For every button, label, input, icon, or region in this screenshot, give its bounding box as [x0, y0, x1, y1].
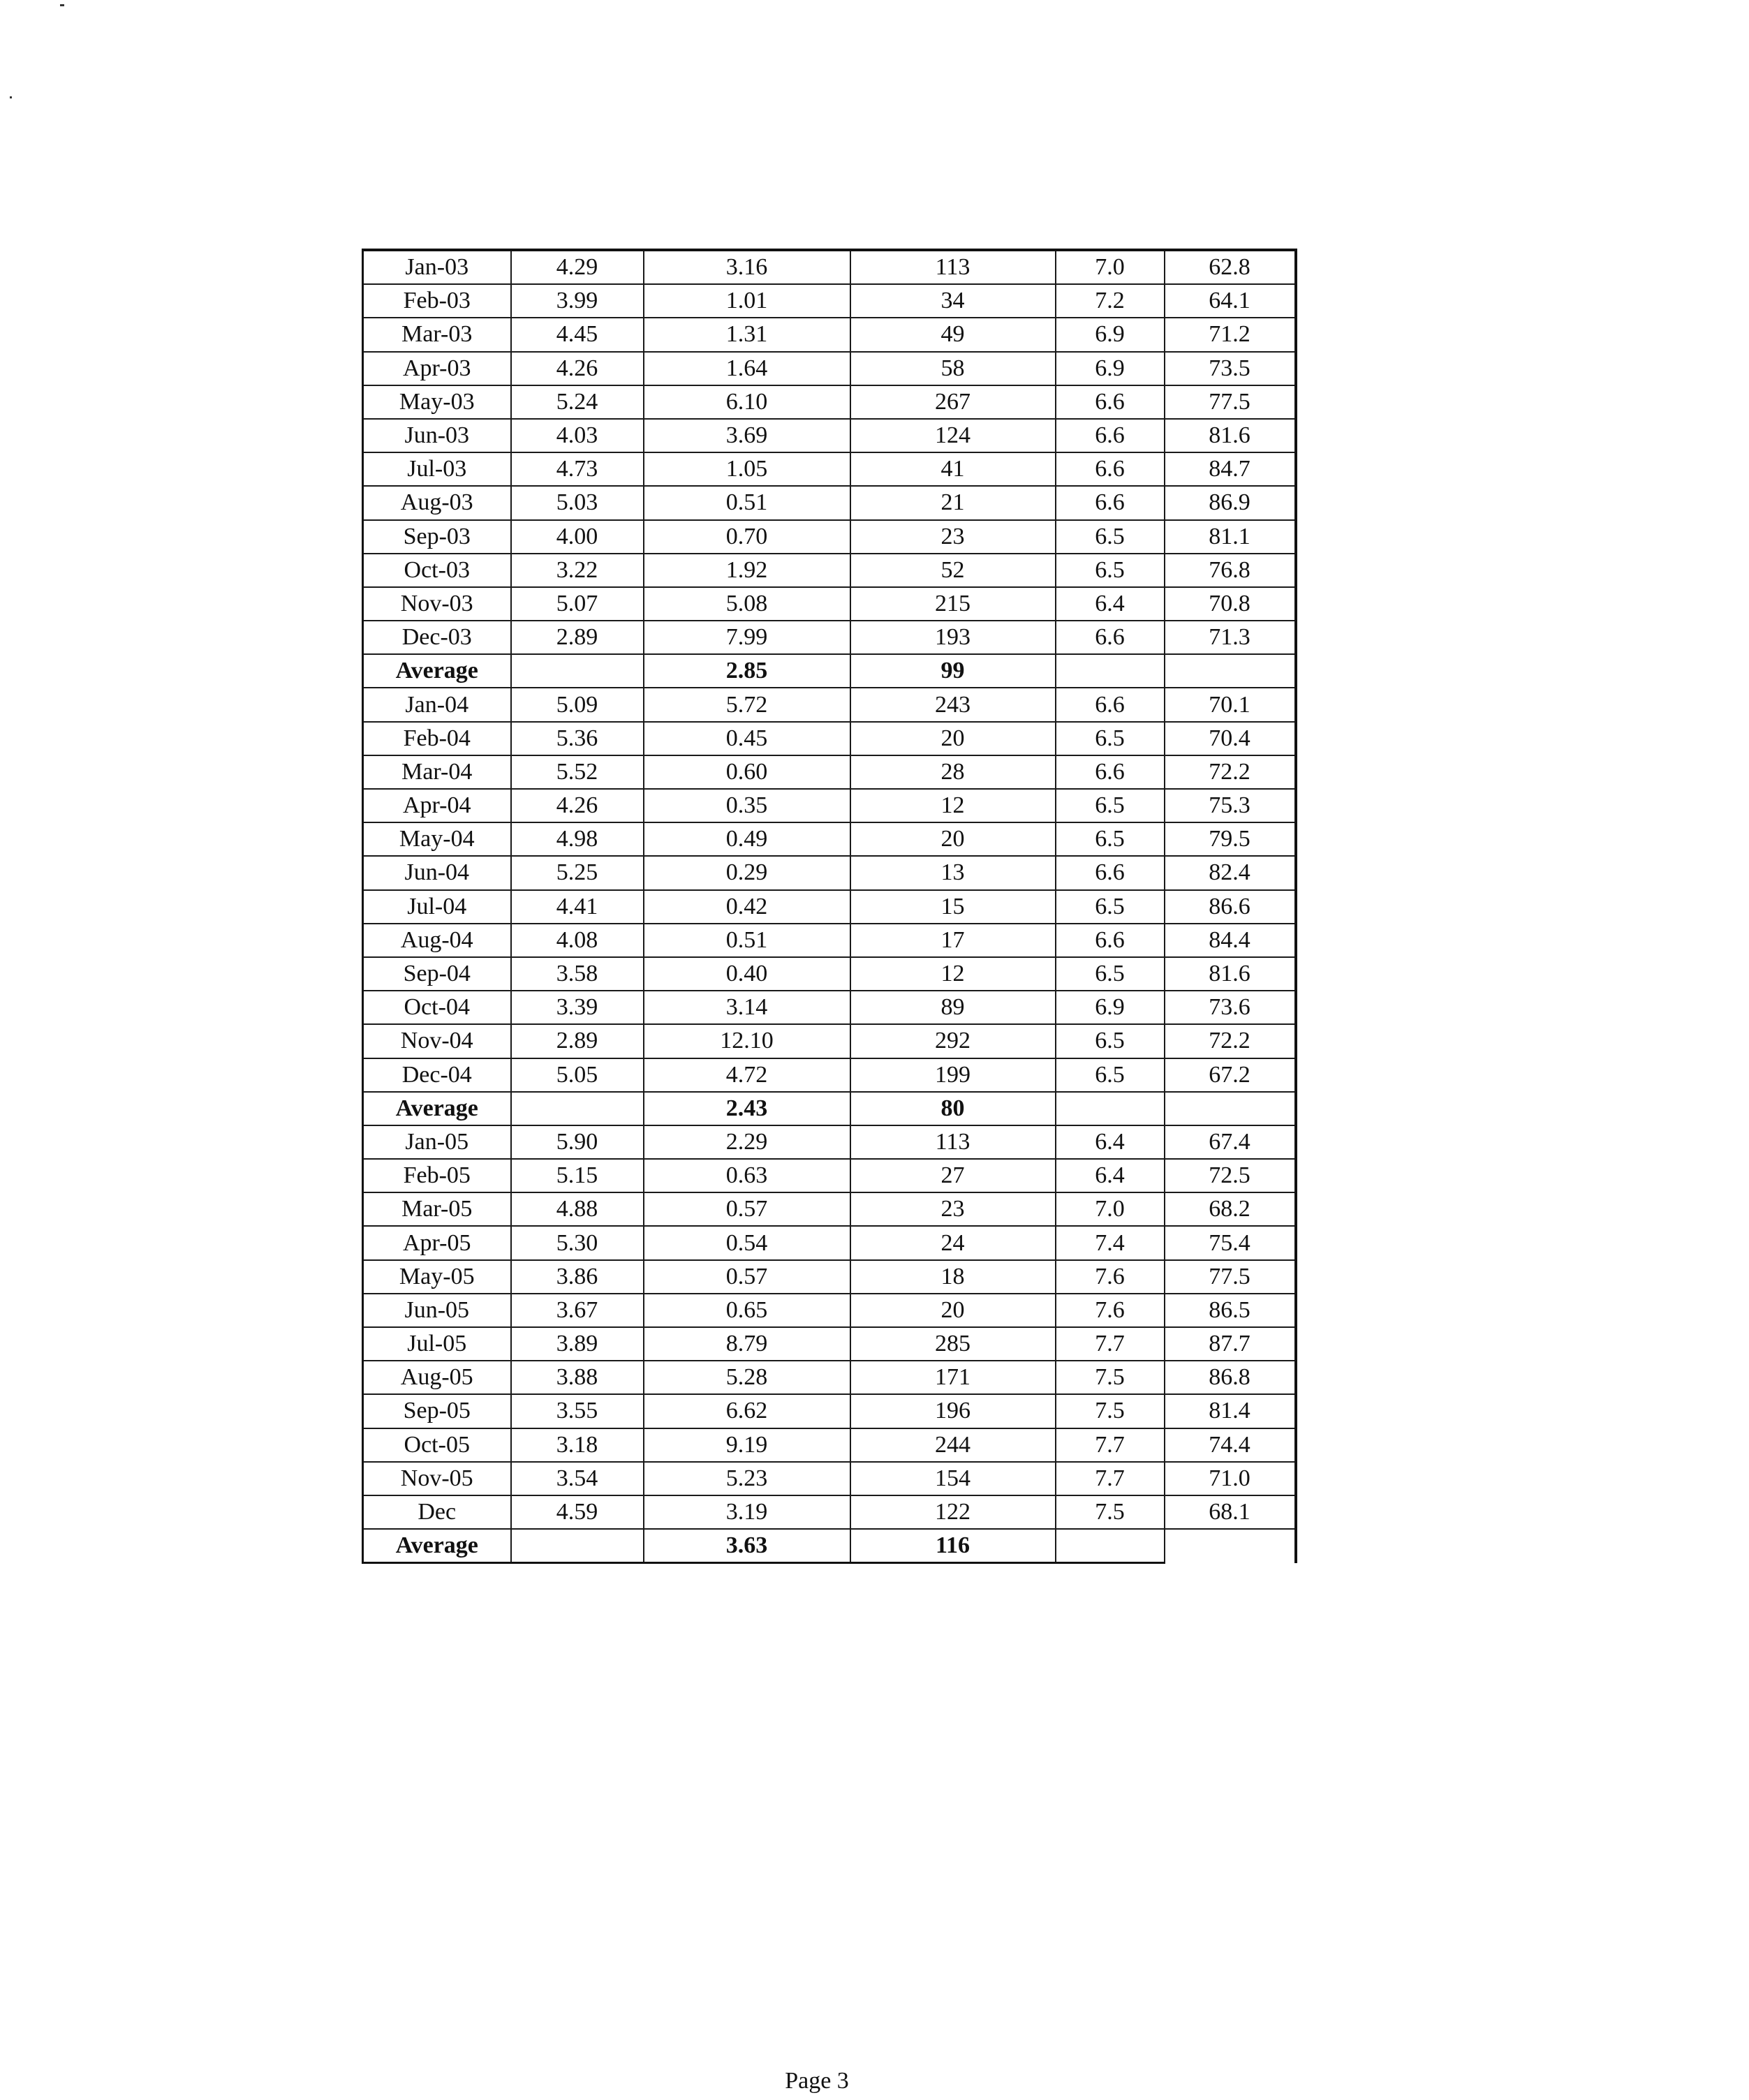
- average-row: [363, 1092, 1296, 1125]
- table-cell: 6.5: [1056, 554, 1165, 587]
- table-cell: 67.4: [1165, 1125, 1296, 1159]
- table-cell: 23: [850, 1192, 1056, 1226]
- table-cell: 0.70: [644, 520, 850, 554]
- table-cell: 81.4: [1165, 1394, 1296, 1428]
- table-cell: 74.4: [1165, 1428, 1296, 1462]
- table-cell: 81.1: [1165, 520, 1296, 554]
- table-cell: 122: [850, 1495, 1056, 1529]
- row-label-cell: Nov-05: [363, 1462, 511, 1495]
- table-cell: 27: [850, 1159, 1056, 1192]
- row-label-cell: Jan-04: [363, 688, 511, 721]
- table-cell: 6.5: [1056, 722, 1165, 755]
- table-cell: 6.5: [1056, 890, 1165, 924]
- table-cell: 243: [850, 688, 1056, 721]
- table-cell: 7.7: [1056, 1428, 1165, 1462]
- average-row: [363, 654, 1296, 688]
- table-cell: 4.41: [511, 890, 644, 924]
- table-cell: 3.19: [644, 1495, 850, 1529]
- table-cell: [1056, 1529, 1165, 1563]
- table-cell: 77.5: [1165, 1260, 1296, 1294]
- table-cell: 21: [850, 486, 1056, 519]
- table-cell: 4.26: [511, 789, 644, 822]
- row-label-cell: Feb-04: [363, 722, 511, 755]
- table-cell: 75.3: [1165, 789, 1296, 822]
- table-cell: 6.5: [1056, 789, 1165, 822]
- table-row: [363, 520, 1296, 554]
- table-row: [363, 1495, 1296, 1529]
- table-cell: 75.4: [1165, 1226, 1296, 1259]
- table-cell: 76.8: [1165, 554, 1296, 587]
- table-cell: 6.10: [644, 385, 850, 419]
- table-cell: [1056, 1092, 1165, 1125]
- table-cell: 7.5: [1056, 1394, 1165, 1428]
- table-cell: 6.6: [1056, 385, 1165, 419]
- table-cell: 0.63: [644, 1159, 850, 1192]
- table-cell: 0.29: [644, 856, 850, 889]
- table-cell: 5.52: [511, 755, 644, 789]
- table-cell: 9.19: [644, 1428, 850, 1462]
- table-cell: 5.90: [511, 1125, 644, 1159]
- row-label-cell: Nov-03: [363, 587, 511, 621]
- table-row: [363, 1462, 1296, 1495]
- table-cell: 86.9: [1165, 486, 1296, 519]
- table-cell: 7.99: [644, 621, 850, 654]
- table-cell: 116: [850, 1529, 1056, 1563]
- table-cell: 6.6: [1056, 621, 1165, 654]
- table-cell: 4.26: [511, 352, 644, 385]
- table-row: [363, 924, 1296, 957]
- row-label-cell: Sep-04: [363, 957, 511, 991]
- table-row: [363, 452, 1296, 486]
- table-row: [363, 352, 1296, 385]
- table-cell: 0.49: [644, 822, 850, 856]
- table-cell: 5.08: [644, 587, 850, 621]
- row-label-cell: Aug-04: [363, 924, 511, 957]
- table-cell: 0.57: [644, 1192, 850, 1226]
- table-cell: 49: [850, 318, 1056, 351]
- table-cell: 84.4: [1165, 924, 1296, 957]
- row-label-cell: Jul-03: [363, 452, 511, 486]
- table-cell: 34: [850, 284, 1056, 318]
- table-cell: 81.6: [1165, 419, 1296, 452]
- table-cell: 2.89: [511, 621, 644, 654]
- table-row: [363, 1058, 1296, 1092]
- table-cell: 41: [850, 452, 1056, 486]
- table-cell: 68.1: [1165, 1495, 1296, 1529]
- table-cell: 7.6: [1056, 1294, 1165, 1327]
- table-cell: 199: [850, 1058, 1056, 1092]
- row-label-cell: Aug-05: [363, 1361, 511, 1394]
- table-row: [363, 1192, 1296, 1226]
- table-row: [363, 755, 1296, 789]
- table-cell: 267: [850, 385, 1056, 419]
- table-row: [363, 1159, 1296, 1192]
- table-cell: 5.72: [644, 688, 850, 721]
- table-cell: 4.59: [511, 1495, 644, 1529]
- table-cell: 72.5: [1165, 1159, 1296, 1192]
- row-label-cell: Apr-03: [363, 352, 511, 385]
- table-cell: 2.43: [644, 1092, 850, 1125]
- table-cell: 4.29: [511, 250, 644, 284]
- row-label-cell: Sep-03: [363, 520, 511, 554]
- table-cell: 6.6: [1056, 755, 1165, 789]
- table-row: [363, 1226, 1296, 1259]
- table-row: [363, 250, 1296, 284]
- table-cell: 3.39: [511, 991, 644, 1024]
- table-cell: 4.98: [511, 822, 644, 856]
- table-cell: 62.8: [1165, 250, 1296, 284]
- table-row: [363, 1024, 1296, 1058]
- table-cell: 1.64: [644, 352, 850, 385]
- table-cell: 4.08: [511, 924, 644, 957]
- table-row: [363, 957, 1296, 991]
- table-cell: 0.65: [644, 1294, 850, 1327]
- table-cell: 8.79: [644, 1327, 850, 1361]
- table-cell: 0.45: [644, 722, 850, 755]
- table-cell: 4.00: [511, 520, 644, 554]
- table-cell: 4.73: [511, 452, 644, 486]
- table-row: [363, 822, 1296, 856]
- table-cell: 3.67: [511, 1294, 644, 1327]
- table-cell: 12.10: [644, 1024, 850, 1058]
- table-cell: 5.07: [511, 587, 644, 621]
- table-cell: 84.7: [1165, 452, 1296, 486]
- table-row: [363, 1361, 1296, 1394]
- table-cell: 244: [850, 1428, 1056, 1462]
- table-cell: [511, 654, 644, 688]
- table-row: [363, 1294, 1296, 1327]
- table-cell: 70.1: [1165, 688, 1296, 721]
- table-cell: 6.6: [1056, 452, 1165, 486]
- row-label-cell: Mar-03: [363, 318, 511, 351]
- table-cell: 71.3: [1165, 621, 1296, 654]
- table-cell: 5.30: [511, 1226, 644, 1259]
- row-label-cell: Oct-03: [363, 554, 511, 587]
- table-cell: 4.45: [511, 318, 644, 351]
- table-cell: 3.58: [511, 957, 644, 991]
- table-cell: 3.63: [644, 1529, 850, 1563]
- table-cell: 6.4: [1056, 587, 1165, 621]
- table-cell: 6.9: [1056, 991, 1165, 1024]
- table-cell: 2.29: [644, 1125, 850, 1159]
- table-cell: 2.85: [644, 654, 850, 688]
- table-cell: 70.4: [1165, 722, 1296, 755]
- table-cell: 73.6: [1165, 991, 1296, 1024]
- row-label-cell: May-03: [363, 385, 511, 419]
- table-row: [363, 284, 1296, 318]
- table-cell: 3.88: [511, 1361, 644, 1394]
- row-label-cell: Feb-05: [363, 1159, 511, 1192]
- table-cell: 113: [850, 1125, 1056, 1159]
- table-cell: 89: [850, 991, 1056, 1024]
- table-cell: 6.5: [1056, 1024, 1165, 1058]
- table-body: [363, 250, 1296, 1563]
- table-cell: 285: [850, 1327, 1056, 1361]
- table-cell: 23: [850, 520, 1056, 554]
- table-cell: 6.5: [1056, 957, 1165, 991]
- row-label-cell: Aug-03: [363, 486, 511, 519]
- table-cell: 0.51: [644, 924, 850, 957]
- row-label-cell: Jun-05: [363, 1294, 511, 1327]
- table-cell: 5.15: [511, 1159, 644, 1192]
- table-cell: 3.22: [511, 554, 644, 587]
- table-cell: 28: [850, 755, 1056, 789]
- table-cell: 215: [850, 587, 1056, 621]
- row-label-cell: Jul-04: [363, 890, 511, 924]
- table-cell: 86.6: [1165, 890, 1296, 924]
- table-cell: 5.05: [511, 1058, 644, 1092]
- table-row: [363, 856, 1296, 889]
- row-label-cell: Jul-05: [363, 1327, 511, 1361]
- table-cell: 15: [850, 890, 1056, 924]
- table-cell: 6.9: [1056, 352, 1165, 385]
- table-cell: 0.57: [644, 1260, 850, 1294]
- table-cell: 7.0: [1056, 250, 1165, 284]
- table-cell: 12: [850, 957, 1056, 991]
- table-cell: 86.8: [1165, 1361, 1296, 1394]
- table-row: [363, 1327, 1296, 1361]
- row-label-cell: Apr-05: [363, 1226, 511, 1259]
- table-cell: 79.5: [1165, 822, 1296, 856]
- table-cell: 17: [850, 924, 1056, 957]
- average-row: [363, 1529, 1296, 1563]
- row-label-cell: May-05: [363, 1260, 511, 1294]
- table-cell: 1.31: [644, 318, 850, 351]
- row-label-cell: Apr-04: [363, 789, 511, 822]
- row-label-cell: Average: [363, 1529, 511, 1563]
- row-label-cell: Oct-04: [363, 991, 511, 1024]
- row-label-cell: Dec-03: [363, 621, 511, 654]
- table-cell: 193: [850, 621, 1056, 654]
- table-cell: 0.60: [644, 755, 850, 789]
- table-cell: 3.99: [511, 284, 644, 318]
- table-row: [363, 1394, 1296, 1428]
- table-cell: 1.01: [644, 284, 850, 318]
- table-cell: 5.28: [644, 1361, 850, 1394]
- table-row: [363, 419, 1296, 452]
- table-cell: [1165, 1529, 1296, 1563]
- table-cell: 3.69: [644, 419, 850, 452]
- table-cell: 72.2: [1165, 755, 1296, 789]
- row-label-cell: Jan-05: [363, 1125, 511, 1159]
- table-row: [363, 385, 1296, 419]
- table-cell: [511, 1529, 644, 1563]
- table-cell: 4.88: [511, 1192, 644, 1226]
- table-row: [363, 890, 1296, 924]
- table-cell: 6.5: [1056, 822, 1165, 856]
- table-cell: 4.72: [644, 1058, 850, 1092]
- row-label-cell: Dec: [363, 1495, 511, 1529]
- table-cell: 7.4: [1056, 1226, 1165, 1259]
- table-row: [363, 318, 1296, 351]
- table-cell: 7.7: [1056, 1462, 1165, 1495]
- table-cell: [511, 1092, 644, 1125]
- table-cell: 1.92: [644, 554, 850, 587]
- table-cell: 0.35: [644, 789, 850, 822]
- table-cell: 5.23: [644, 1462, 850, 1495]
- table-row: [363, 587, 1296, 621]
- table-cell: 113: [850, 250, 1056, 284]
- table-cell: 6.6: [1056, 486, 1165, 519]
- table-cell: 68.2: [1165, 1192, 1296, 1226]
- table-cell: 64.1: [1165, 284, 1296, 318]
- table-cell: 0.54: [644, 1226, 850, 1259]
- table-cell: 3.14: [644, 991, 850, 1024]
- table-cell: 3.54: [511, 1462, 644, 1495]
- table-cell: 0.42: [644, 890, 850, 924]
- table-cell: 7.0: [1056, 1192, 1165, 1226]
- table-cell: 7.6: [1056, 1260, 1165, 1294]
- table-cell: 3.89: [511, 1327, 644, 1361]
- table-cell: 6.4: [1056, 1159, 1165, 1192]
- table-cell: 6.5: [1056, 1058, 1165, 1092]
- table-row: [363, 554, 1296, 587]
- table-row: [363, 991, 1296, 1024]
- table-cell: [1056, 654, 1165, 688]
- table-cell: 5.03: [511, 486, 644, 519]
- table-cell: 80: [850, 1092, 1056, 1125]
- table-cell: 13: [850, 856, 1056, 889]
- table-cell: 6.6: [1056, 924, 1165, 957]
- row-label-cell: Oct-05: [363, 1428, 511, 1462]
- table-cell: 196: [850, 1394, 1056, 1428]
- table-cell: 58: [850, 352, 1056, 385]
- table-cell: [1165, 1092, 1296, 1125]
- table-cell: 20: [850, 1294, 1056, 1327]
- table-cell: [1165, 654, 1296, 688]
- table-cell: 5.25: [511, 856, 644, 889]
- table-cell: 154: [850, 1462, 1056, 1495]
- table-cell: 86.5: [1165, 1294, 1296, 1327]
- table-cell: 3.18: [511, 1428, 644, 1462]
- table-cell: 6.9: [1056, 318, 1165, 351]
- table-cell: 12: [850, 789, 1056, 822]
- scan-speck: [10, 96, 12, 98]
- table-cell: 7.5: [1056, 1495, 1165, 1529]
- table-cell: 70.8: [1165, 587, 1296, 621]
- table-row: [363, 1428, 1296, 1462]
- table-cell: 87.7: [1165, 1327, 1296, 1361]
- row-label-cell: Dec-04: [363, 1058, 511, 1092]
- table-cell: 292: [850, 1024, 1056, 1058]
- table-cell: 7.7: [1056, 1327, 1165, 1361]
- table-cell: 6.62: [644, 1394, 850, 1428]
- table-cell: 6.6: [1056, 688, 1165, 721]
- table-cell: 24: [850, 1226, 1056, 1259]
- row-label-cell: Mar-05: [363, 1192, 511, 1226]
- table-cell: 82.4: [1165, 856, 1296, 889]
- table-row: [363, 1125, 1296, 1159]
- table-cell: 67.2: [1165, 1058, 1296, 1092]
- row-label-cell: May-04: [363, 822, 511, 856]
- row-label-cell: Mar-04: [363, 755, 511, 789]
- row-label-cell: Sep-05: [363, 1394, 511, 1428]
- scan-speck: [60, 4, 64, 6]
- table-row: [363, 688, 1296, 721]
- table-cell: 6.4: [1056, 1125, 1165, 1159]
- table-cell: 6.5: [1056, 520, 1165, 554]
- table-cell: 77.5: [1165, 385, 1296, 419]
- table-cell: 4.03: [511, 419, 644, 452]
- table-cell: 99: [850, 654, 1056, 688]
- monthly-data-table: [362, 249, 1297, 1564]
- page-number: Page 3: [785, 2068, 849, 2094]
- table-cell: 7.2: [1056, 284, 1165, 318]
- table-row: [363, 486, 1296, 519]
- table-row: [363, 621, 1296, 654]
- row-label-cell: Feb-03: [363, 284, 511, 318]
- table-cell: 3.16: [644, 250, 850, 284]
- table-row: [363, 1260, 1296, 1294]
- table-cell: 3.55: [511, 1394, 644, 1428]
- table-cell: 81.6: [1165, 957, 1296, 991]
- row-label-cell: Jan-03: [363, 250, 511, 284]
- table-cell: 5.36: [511, 722, 644, 755]
- table-cell: 7.5: [1056, 1361, 1165, 1394]
- table-cell: 124: [850, 419, 1056, 452]
- table-cell: 0.40: [644, 957, 850, 991]
- table-cell: 71.2: [1165, 318, 1296, 351]
- table-cell: 73.5: [1165, 352, 1296, 385]
- row-label-cell: Average: [363, 1092, 511, 1125]
- table-cell: 6.6: [1056, 856, 1165, 889]
- table-cell: 171: [850, 1361, 1056, 1394]
- table-cell: 71.0: [1165, 1462, 1296, 1495]
- table-row: [363, 722, 1296, 755]
- table-cell: 52: [850, 554, 1056, 587]
- table-cell: 6.6: [1056, 419, 1165, 452]
- table-cell: 2.89: [511, 1024, 644, 1058]
- table-cell: 3.86: [511, 1260, 644, 1294]
- table-cell: 0.51: [644, 486, 850, 519]
- table-cell: 5.24: [511, 385, 644, 419]
- table-cell: 18: [850, 1260, 1056, 1294]
- table-cell: 72.2: [1165, 1024, 1296, 1058]
- row-label-cell: Jun-03: [363, 419, 511, 452]
- table-cell: 20: [850, 822, 1056, 856]
- row-label-cell: Jun-04: [363, 856, 511, 889]
- table-row: [363, 789, 1296, 822]
- row-label-cell: Average: [363, 654, 511, 688]
- row-label-cell: Nov-04: [363, 1024, 511, 1058]
- table-cell: 5.09: [511, 688, 644, 721]
- table-cell: 1.05: [644, 452, 850, 486]
- table-cell: 20: [850, 722, 1056, 755]
